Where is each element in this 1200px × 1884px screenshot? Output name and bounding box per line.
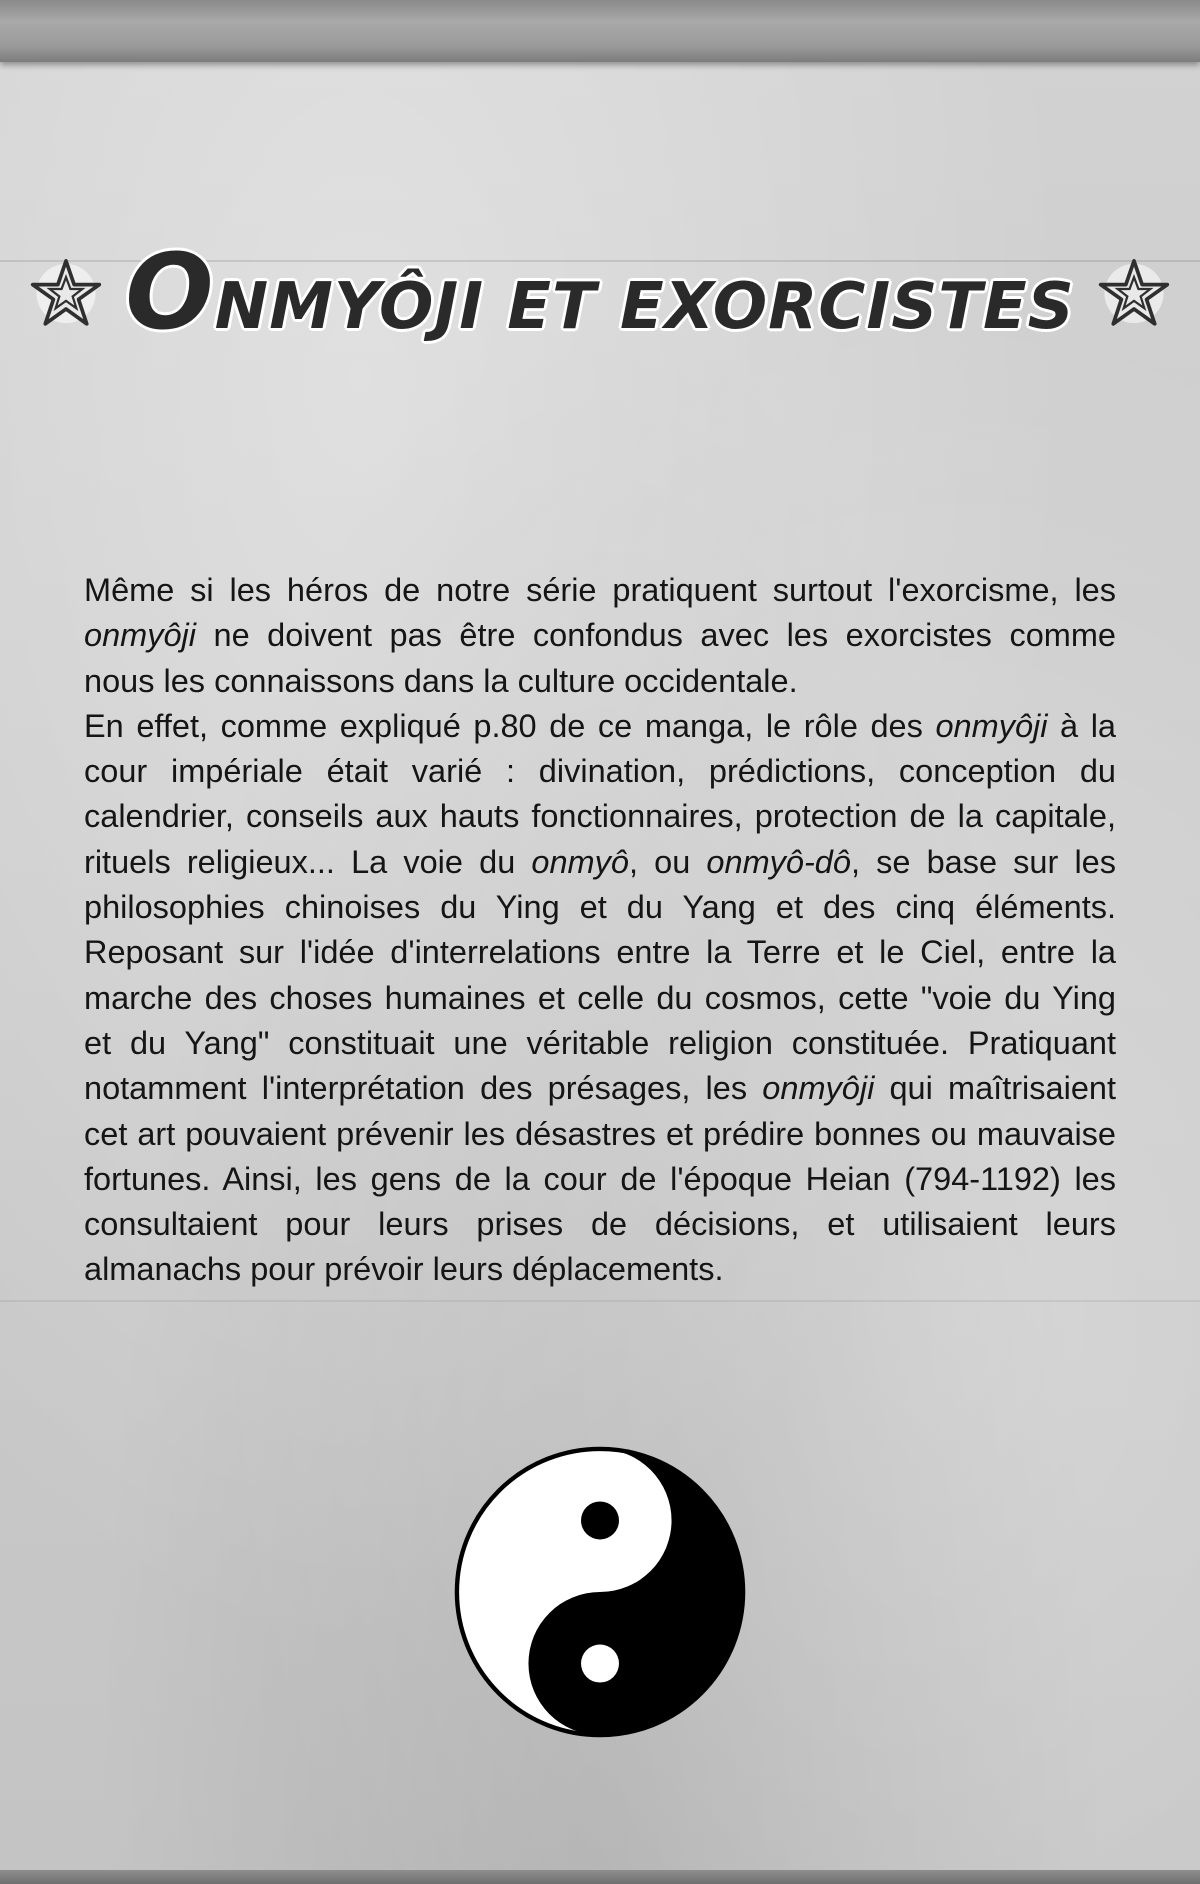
- yin-yang-icon: [454, 1446, 746, 1738]
- text-run: En effet, comme expliqué p.80 de ce manga, le rôle des: [84, 707, 936, 744]
- pentagram-icon: [29, 255, 103, 329]
- pentagram-icon: [1097, 255, 1171, 329]
- italic-term: onmyô-dô: [706, 843, 851, 880]
- scroll-top-edge: [0, 0, 1200, 62]
- page-title: [125, 231, 1075, 353]
- paper-crease: [0, 1300, 1200, 1302]
- text-run: ne doivent pas être confondus avec les exorcistes comme nous les connaissons dans la culture occidentale.: [84, 617, 1116, 699]
- text-run: , se base sur les philosophies chinoises du Ying et du Yang et des cinq éléments. Reposant sur l'idée d'interrelations entre la Terre et le Ciel, entre la marche des choses humaines et celle du cosmos, cette "voie du Ying et du Yang" constituait une véritable religion constituée. Pratiquant notamment l'interprétation des présages, les: [84, 843, 1117, 1107]
- paragraph-intro: [84, 568, 1116, 704]
- title-initial: O: [125, 231, 215, 353]
- italic-term: onmyôji: [762, 1070, 875, 1107]
- paragraph-main: [84, 704, 1116, 1293]
- text-run: , ou: [628, 843, 707, 880]
- article-body: [84, 568, 1116, 1293]
- title-row: [90, 232, 1110, 352]
- italic-term: onmyô: [531, 843, 629, 880]
- text-run: qui maîtrisaient cet art pouvaient prévenir les désastres et prédire bonnes ou mauvaise fortunes. Ainsi, les gens de la cour de l'époque Heian (794-1192) les consultaient pour leurs prises de décisions, et utilisaient leurs almanachs pour prévoir leurs déplacements.: [84, 1070, 1117, 1288]
- text-run: Même si les héros de notre série pratiquent surtout l'exorcisme, les: [84, 572, 1116, 608]
- title-rest: NMYÔJI ET EXORCISTES: [214, 270, 1075, 344]
- text-run: à la cour impériale était varié : divination, prédictions, conception du calendrier, conseils aux hauts fonctionnaires, protection de la capitale, rituels religieux... La voie du: [84, 707, 1117, 880]
- italic-term: onmyôji: [935, 707, 1048, 744]
- scroll-bottom-edge: [0, 1870, 1200, 1884]
- italic-term: onmyôji: [84, 617, 196, 654]
